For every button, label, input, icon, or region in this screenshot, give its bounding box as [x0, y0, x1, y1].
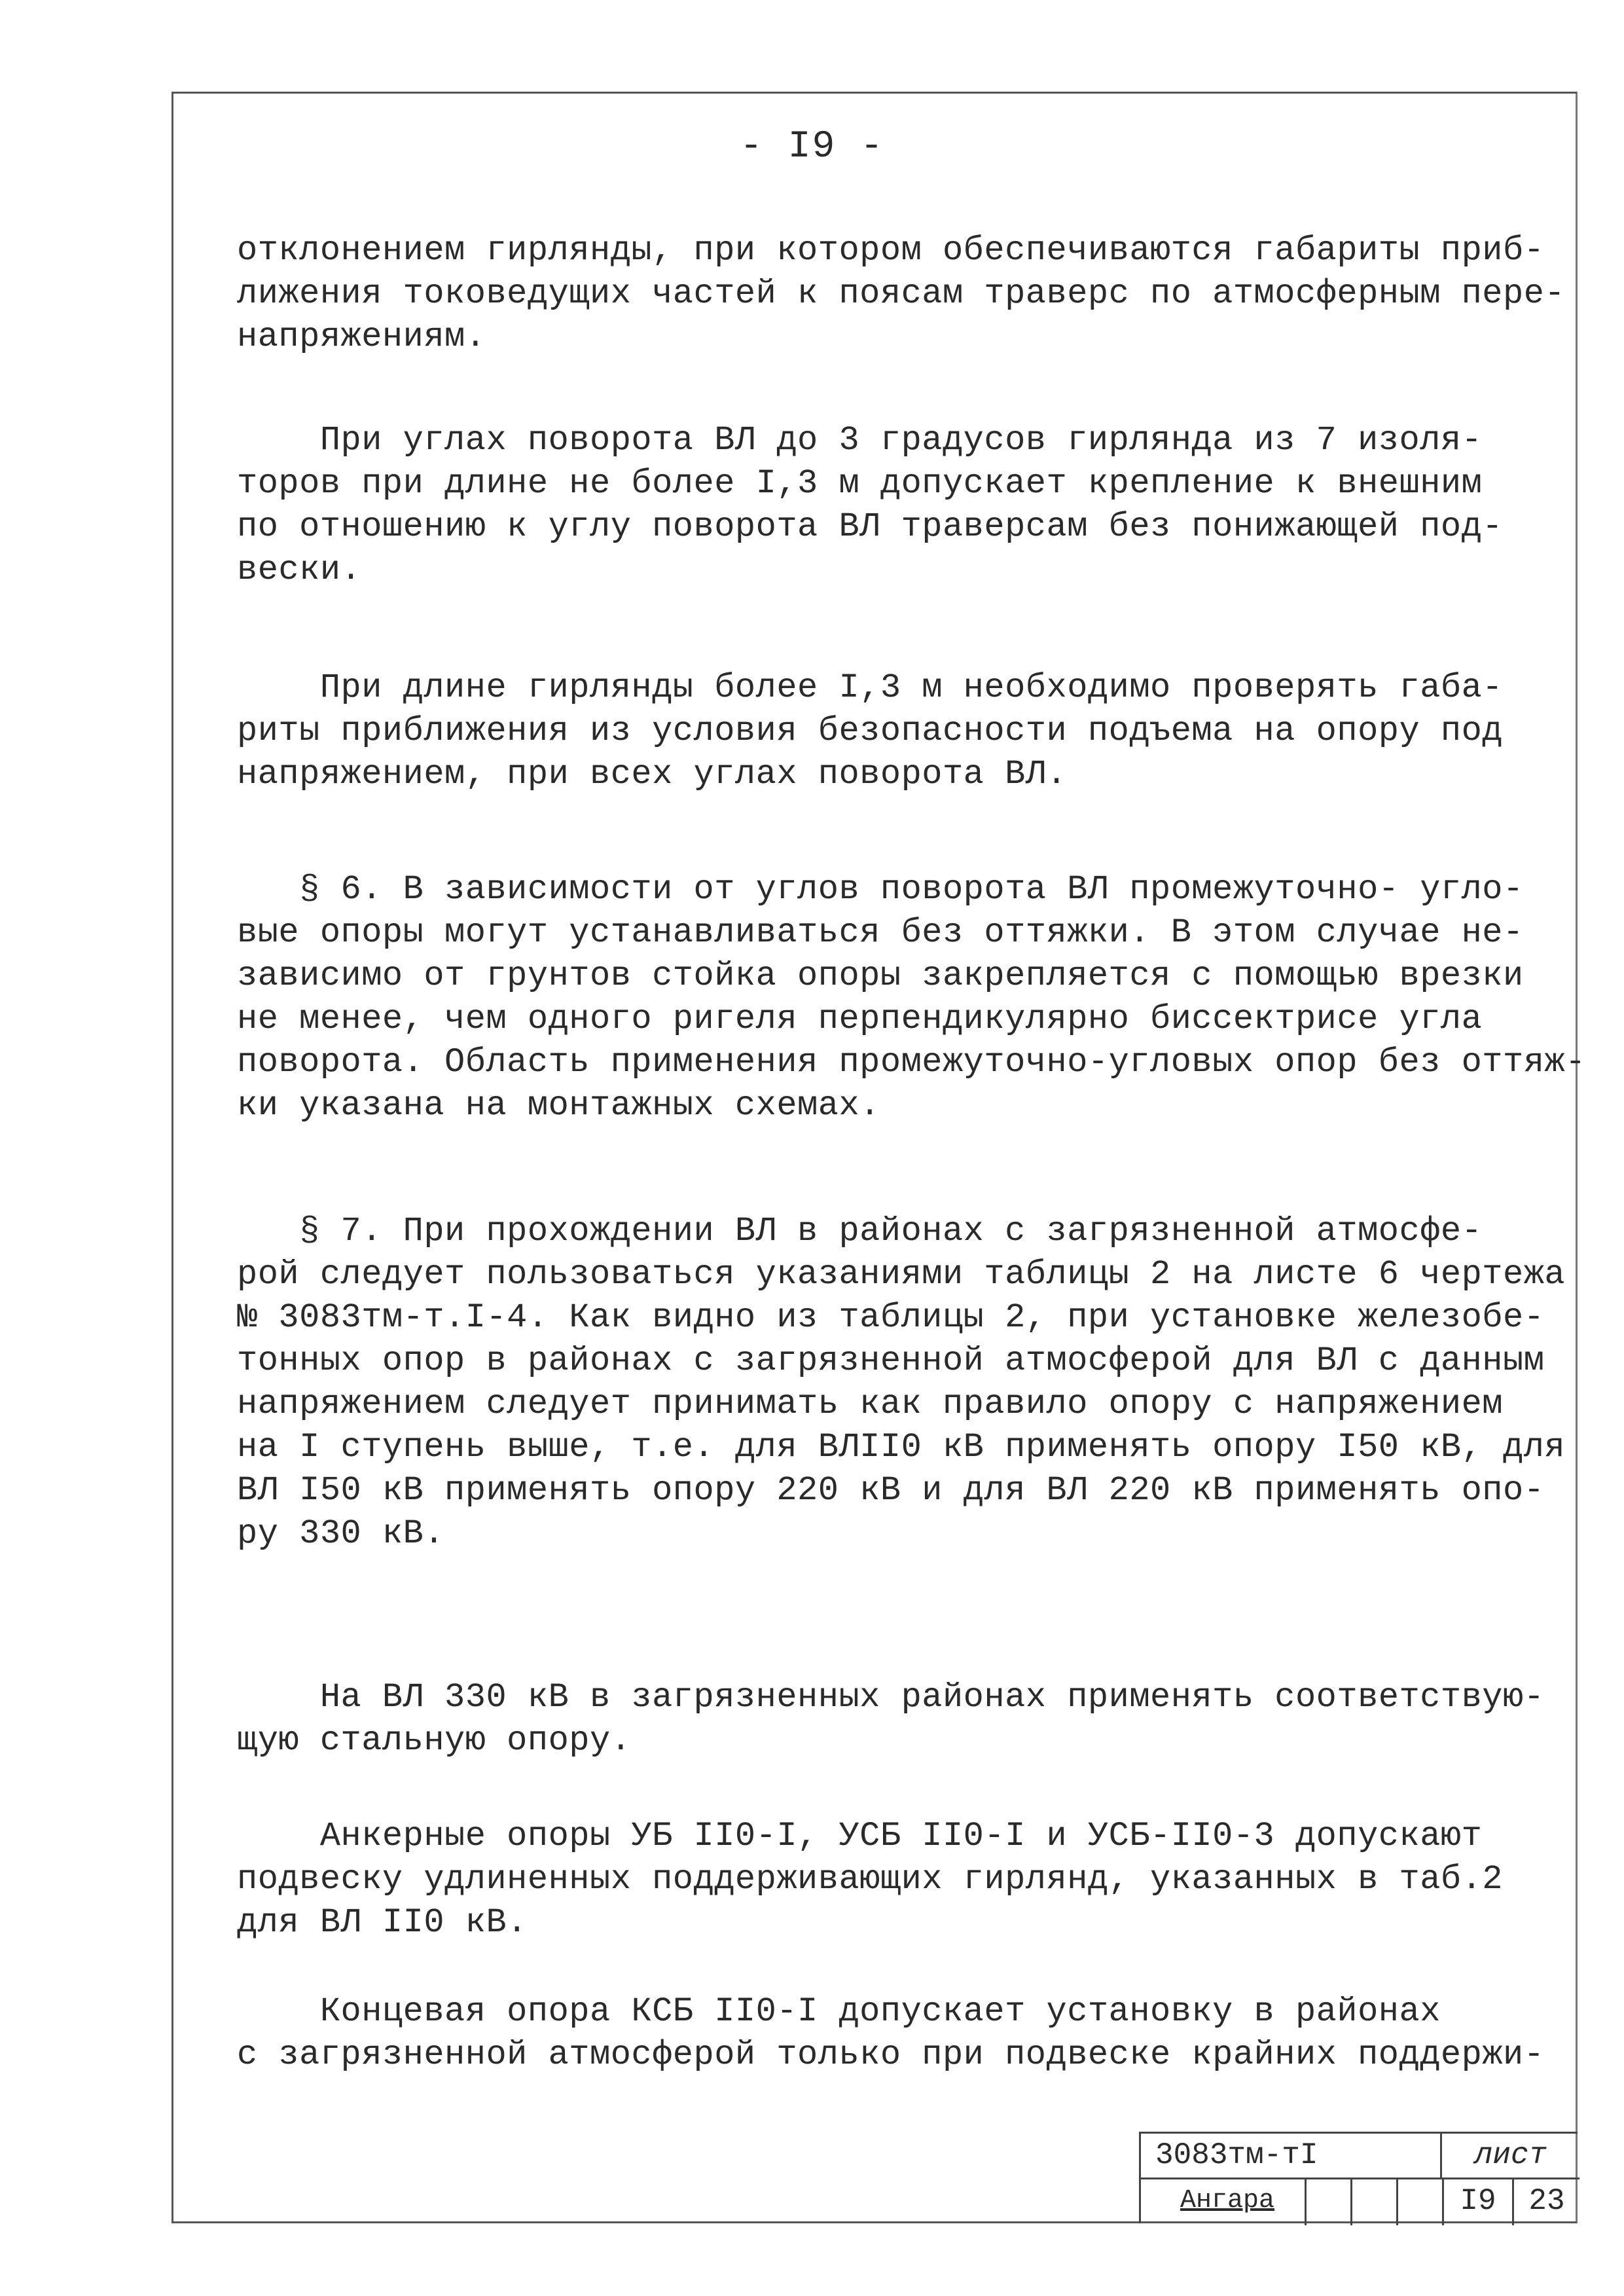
- sheet-number: I9: [1442, 2179, 1514, 2225]
- total-sheets: 23: [1528, 2184, 1565, 2218]
- paragraph-6: На ВЛ 330 кВ в загрязненных районах применять соответствую- щую стальную опору.: [237, 1678, 1545, 1760]
- page-number: - I9 -: [740, 126, 884, 168]
- paragraph-3: При длине гирлянды более I,3 м необходимо проверять габа- риты приближения из условия безопасности подъема на опору под напряжением, при всех углах поворота ВЛ.: [237, 668, 1504, 793]
- title-block: [1139, 2132, 1578, 2223]
- copied-stamp: Ангара: [1180, 2186, 1275, 2215]
- sheet-label: лист: [1442, 2134, 1579, 2179]
- title-block-cell: [1350, 2179, 1396, 2225]
- paragraph-2: При углах поворота ВЛ до 3 градусов гирлянда из 7 изоля- торов при длине не более I,3 м допускает крепление к внешним по отношению к углу поворота ВЛ траверсам без понижающей под- вески.: [237, 421, 1504, 589]
- paragraph-section-7: § 7. При прохождении ВЛ в районах с загрязненной атмосфе- рой следует пользоваться указаниями таблицы 2 на листе 6 чертежа № 3083тм-т.I-4. Как видно из таблицы 2, при установке железобе- тонных опор в районах с загрязненной атмосферой для ВЛ с данным напряжением следует принимать как правило опору с напряжением на I ступень выше, т.е. для ВЛII0 кВ применять опору I50 кВ, для ВЛ I50 кВ применять опору 220 кВ и для ВЛ 220 кВ применять опо- ру 330 кВ.: [237, 1212, 1566, 1553]
- paragraph-7: Анкерные опоры УБ II0-I, УСБ II0-I и УСБ-II0-3 допускают подвеску удлиненных поддерживающих гирлянд, указанных в таб.2 для ВЛ II0 кВ.: [237, 1817, 1504, 1942]
- paragraph-8: Концевая опора КСБ II0-I допускает установку в районах с загрязненной атмосферой только при подвеске крайних поддержи-: [237, 1992, 1545, 2074]
- title-block-cell: [1305, 2179, 1350, 2225]
- paragraph-section-6: § 6. В зависимости от углов поворота ВЛ промежуточно- угло- вые опоры могут устанавливаться без оттяжки. В этом случае не- зависимо от грунтов стойка опоры закрепляется с помощью врезки не менее, чем одного ригеля перпендикулярно биссектрисе угла поворота. Область применения промежуточно-угловых опор без оттяж- ки указана на монтажных схемах.: [237, 870, 1586, 1125]
- document-code: 3083тм-тI: [1141, 2134, 1442, 2179]
- title-block-cell: [1396, 2179, 1442, 2225]
- paragraph-1: отклонением гирлянды, при котором обеспечиваются габариты приб- лижения токоведущих частей к поясам траверс по атмосферным пере- напряжениям.: [237, 231, 1566, 356]
